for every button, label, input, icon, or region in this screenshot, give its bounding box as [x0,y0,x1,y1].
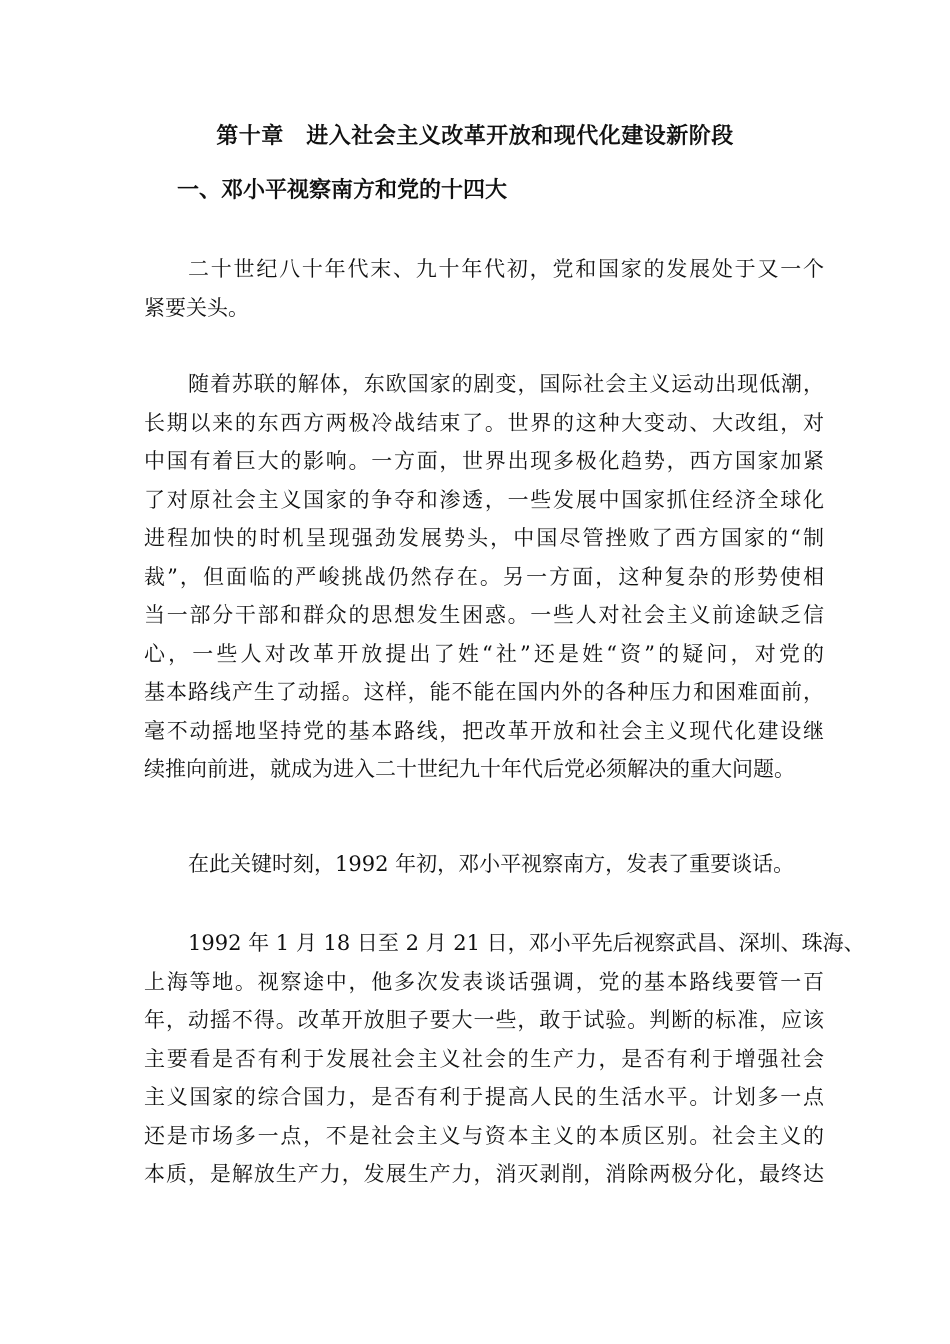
chapter-title: 第十章 进入社会主义改革开放和现代化建设新阶段 [216,123,734,149]
paragraph-line: 1992 年 1 月 18 日至 2 月 21 日，邓小平先后视察武昌、深圳、珠海、 [188,931,865,955]
paragraph-line: 了对原社会主义国家的争夺和渗透，一些发展中国家抓住经济全球化 [144,487,824,512]
paragraph-line: 还是市场多一点，不是社会主义与资本主义的本质区别。社会主义的 [144,1123,824,1148]
paragraph-line: 随着苏联的解体，东欧国家的剧变，国际社会主义运动出现低潮， [188,372,824,396]
paragraph-line: 心，一些人对改革开放提出了姓“社”还是姓“资”的疑问，对党的 [144,641,824,666]
paragraph [144,250,824,327]
paragraph-line: 续推向前进，就成为进入二十世纪九十年代后党必须解决的重大问题。 [144,757,795,781]
paragraph-line: 毫不动摇地坚持党的基本路线，把改革开放和社会主义现代化建设继 [144,718,824,743]
paragraph-line: 上海等地。视察途中，他多次发表谈话强调，党的基本路线要管一百 [144,969,824,994]
paragraph [144,365,824,789]
paragraph-line: 长期以来的东西方两极冷战结束了。世界的这种大变动、大改组，对 [144,410,824,435]
paragraph-line: 当一部分干部和群众的思想发生困惑。一些人对社会主义前途缺乏信 [144,603,824,627]
paragraph-line: 紧要关头。 [144,295,249,320]
paragraph-line: 裁”，但面临的严峻挑战仍然存在。另一方面，这种复杂的形势使相 [144,564,824,589]
paragraph-line: 在此关键时刻，1992 年初，邓小平视察南方，发表了重要谈话。 [188,852,795,876]
paragraph-line: 二十世纪八十年代末、九十年代初，党和国家的发展处于又一个 [188,257,824,281]
paragraph-line: 年，动摇不得。改革开放胆子要大一些，敢于试验。判断的标准，应该 [144,1008,824,1032]
paragraph-line: 主义国家的综合国力，是否有利于提高人民的生活水平。计划多一点 [144,1085,824,1109]
paragraph [144,845,824,884]
section-title: 一、邓小平视察南方和党的十四大 [177,177,508,203]
paragraph-line: 主要看是否有利于发展社会主义社会的生产力，是否有利于增强社会 [144,1046,824,1071]
paragraph-line: 中国有着巨大的影响。一方面，世界出现多极化趋势，西方国家加紧 [144,449,824,473]
paragraph-line: 本质，是解放生产力，发展生产力，消灭剥削，消除两极分化，最终达 [144,1162,824,1186]
paragraph [144,924,865,1194]
paragraph-line: 进程加快的时机呈现强劲发展势头，中国尽管挫败了西方国家的“制 [144,526,824,550]
paragraph-line: 基本路线产生了动摇。这样，能不能在国内外的各种压力和困难面前， [144,680,824,704]
